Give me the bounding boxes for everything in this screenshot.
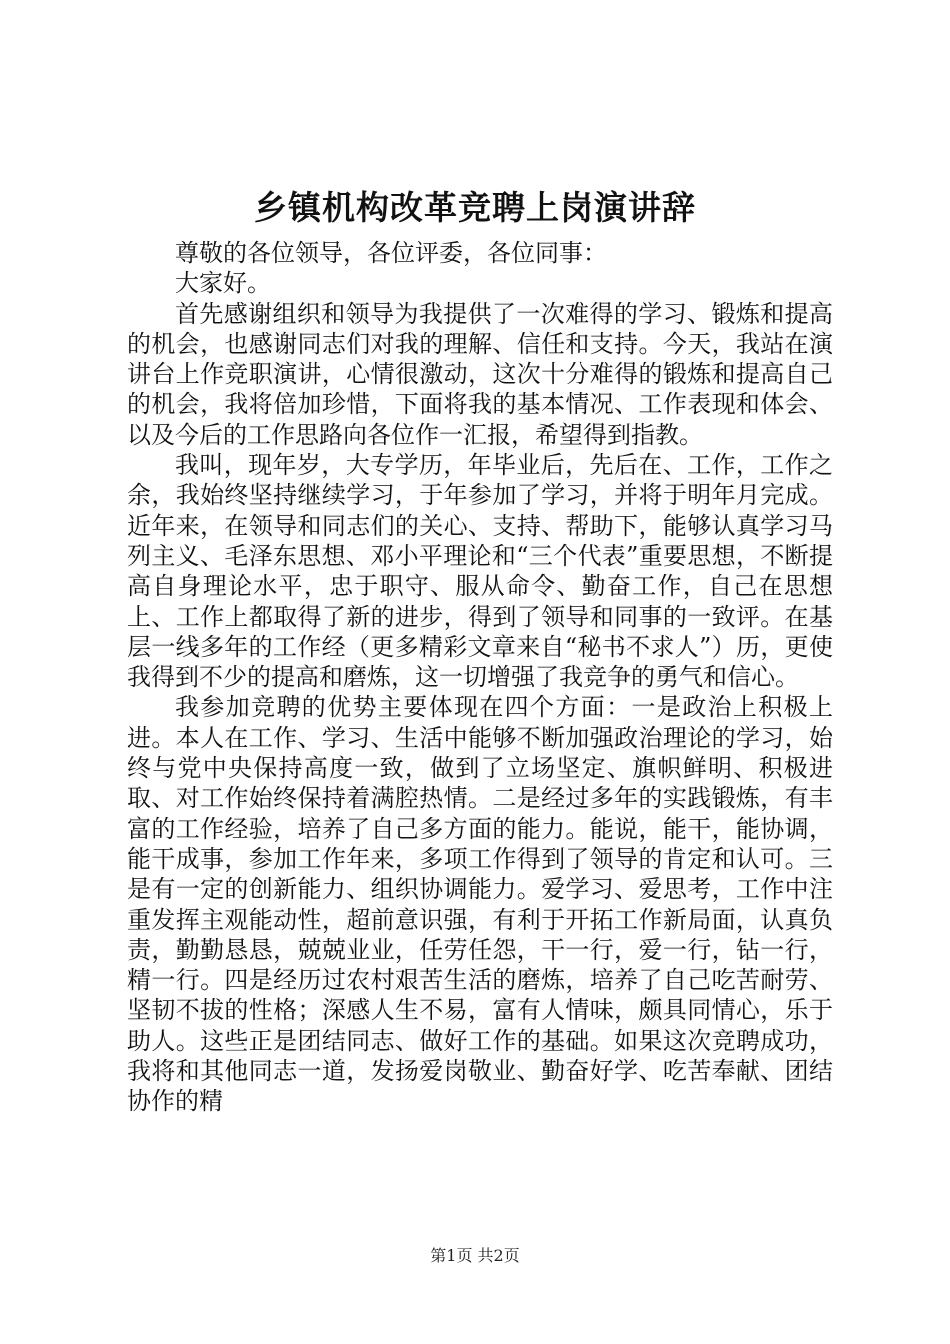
document-title: 乡镇机构改革竞聘上岗演讲辞 <box>254 188 696 227</box>
body-paragraph: 我参加竞聘的优势主要体现在四个方面：一是政治上积极上进。本人在工作、学习、生活中能够不断加强政治理论的学习，始终与党中央保持高度一致，做到了立场坚定、旗帜鲜明、积极进取、对工作始终保持着满腔热情。二是经过多年的实践锻炼，有丰富的工作经验，培养了自己多方面的能力。能说，能干，能协调，能干成事，参加工作年来，多项工作得到了领导的肯定和认可。三是有一定的创新能力、组织协调能力。爱学习、爱思考，工作中注重发挥主观能动性，超前意识强，有利于开拓工作新局面，认真负责，勤勤恳恳，兢兢业业，任劳任怨，干一行，爱一行，钻一行，精一行。四是经历过农村艰苦生活的磨炼，培养了自己吃苦耐劳、坚韧不拔的性格；深感人生不易，富有人情味，颇具同情心，乐于助人。这些正是团结同志、做好工作的基础。如果这次竞聘成功，我将和其他同志一道，发扬爱岗敬业、勤奋好学、吃苦奉献、团结协作的精 <box>127 693 833 1116</box>
body-paragraph: 首先感谢组织和领导为我提供了一次难得的学习、锻炼和提高的机会，也感谢同志们对我的理解、信任和支持。今天，我站在演讲台上作竞职演讲，心情很激动，这次十分难得的锻炼和提高自己的机会，我将倍加珍惜，下面将我的基本情况、工作表现和体会、以及今后的工作思路向各位作一汇报，希望得到指教。 <box>127 299 833 449</box>
document-body <box>127 238 833 1117</box>
body-paragraph: 我叫，现年岁，大专学历，年毕业后，先后在、工作，工作之余，我始终坚持继续学习，于年参加了学习，并将于明年月完成。近年来，在领导和同志们的关心、支持、帮助下，能够认真学习马列主义、毛泽东思想、邓小平理论和“三个代表”重要思想，不断提高自身理论水平，忠于职守、服从命令、勤奋工作，自己在思想上、工作上都取得了新的进步，得到了领导和同事的一致评。在基层一线多年的工作经（更多精彩文章来自“秘书不求人”）历，更使我得到不少的提高和磨炼，这一切增强了我竞争的勇气和信心。 <box>127 451 833 692</box>
greeting-paragraph: 大家好。 <box>175 269 271 298</box>
salutation-paragraph: 尊敬的各位领导，各位评委，各位同事： <box>175 239 607 267</box>
page-footer: 第1页 共2页 <box>430 1246 520 1265</box>
